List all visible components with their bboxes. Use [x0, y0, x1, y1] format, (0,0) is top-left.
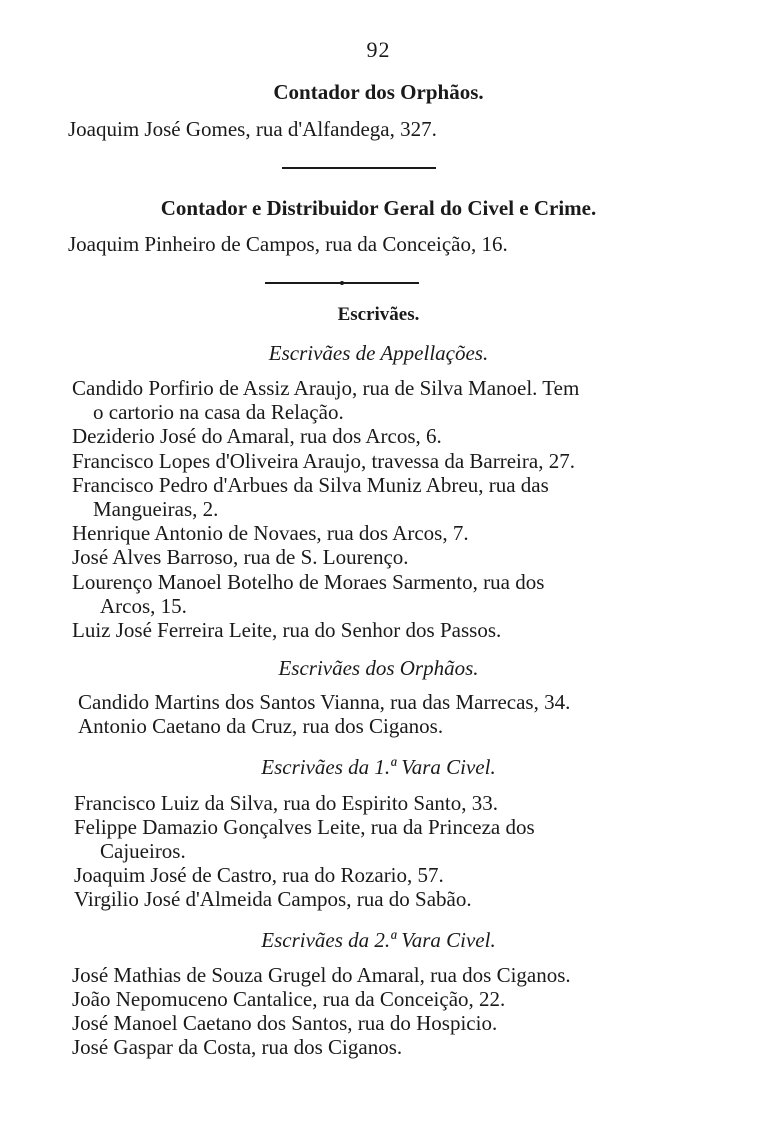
entry-line: José Manoel Caetano dos Santos, rua do Hospicio.	[72, 1011, 498, 1035]
entry-line: Henrique Antonio de Novaes, rua dos Arcos, 7.	[72, 521, 469, 545]
subheading-orphaos: Escrivães dos Orphãos.	[278, 656, 479, 680]
entry-line: Francisco Luiz da Silva, rua do Espirito Santo, 33.	[74, 791, 499, 815]
entry-line: Felippe Damazio Gonçalves Leite, rua da Princeza dos	[74, 815, 535, 839]
entry-line: Deziderio José do Amaral, rua dos Arcos, 6.	[72, 424, 442, 448]
entry-line: Francisco Lopes d'Oliveira Araujo, travessa da Barreira, 27.	[72, 449, 575, 473]
entry-line: Francisco Pedro d'Arbues da Silva Muniz Abreu, rua das	[72, 473, 549, 497]
subheading-vara-1: Escrivães da 1.ª Vara Civel.	[261, 755, 496, 779]
entry-line-continuation: Mangueiras, 2.	[93, 497, 219, 521]
entry-line: João Nepomuceno Cantalice, rua da Conceição, 22.	[72, 987, 506, 1011]
entry-line: Virgilio José d'Almeida Campos, rua do Sabão.	[74, 887, 472, 911]
subheading-vara-2: Escrivães da 2.ª Vara Civel.	[261, 928, 496, 952]
entry-line: José Gaspar da Costa, rua dos Ciganos.	[72, 1035, 403, 1059]
section-heading-contador-distribuidor: Contador e Distribuidor Geral do Civel e Crime.	[160, 196, 597, 220]
section-heading-escrivaes: Escrivães.	[337, 304, 420, 325]
entry-line: Lourenço Manoel Botelho de Moraes Sarmento, rua dos	[72, 570, 545, 594]
entry-line: Joaquim Pinheiro de Campos, rua da Conceição, 16.	[68, 232, 508, 256]
entry-line: Candido Martins dos Santos Vianna, rua das Marrecas, 34.	[78, 690, 571, 714]
entry-line-continuation: Cajueiros.	[100, 839, 186, 863]
entry-line-continuation: Arcos, 15.	[100, 594, 187, 618]
entry-line: Joaquim José de Castro, rua do Rozario, 57.	[74, 863, 444, 887]
entry-line: Luiz José Ferreira Leite, rua do Senhor dos Passos.	[72, 618, 502, 642]
entry-line: Joaquim José Gomes, rua d'Alfandega, 327.	[68, 117, 437, 141]
subheading-appellacoes: Escrivães de Appellações.	[268, 341, 489, 365]
section-divider	[282, 167, 436, 169]
entry-line: José Alves Barroso, rua de S. Lourenço.	[72, 545, 409, 569]
entry-line: José Mathias de Souza Grugel do Amaral, rua dos Ciganos.	[72, 963, 571, 987]
entry-line: Candido Porfirio de Assiz Araujo, rua de Silva Manoel. Tem	[72, 376, 580, 400]
section-heading-contador-orphaos: Contador dos Orphãos.	[273, 80, 484, 104]
entry-line-continuation: o cartorio na casa da Relação.	[93, 400, 344, 424]
page-number: 92	[366, 37, 391, 62]
section-divider	[265, 282, 419, 284]
entry-line: Antonio Caetano da Cruz, rua dos Ciganos.	[78, 714, 444, 738]
